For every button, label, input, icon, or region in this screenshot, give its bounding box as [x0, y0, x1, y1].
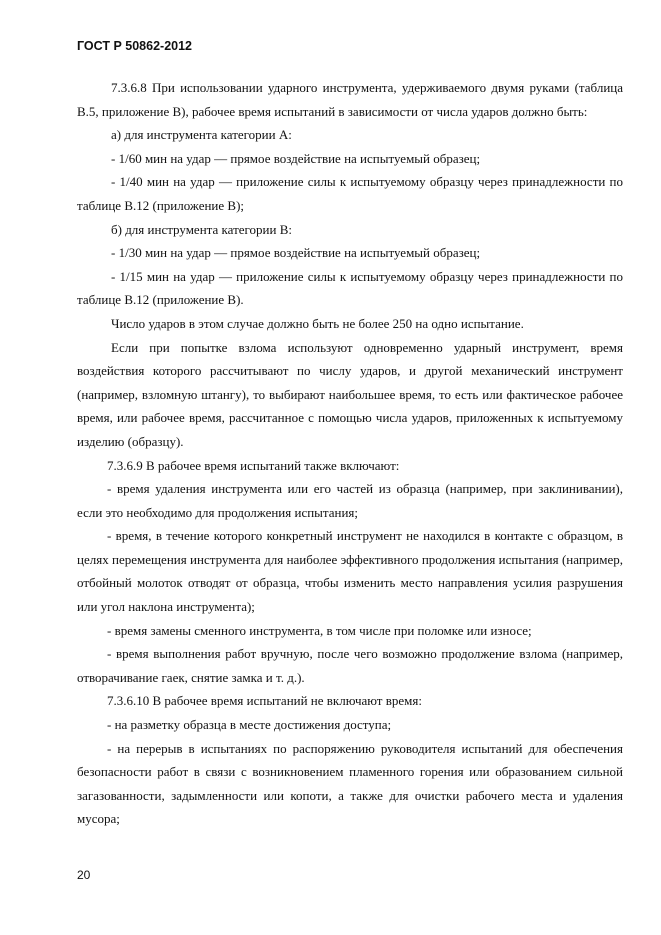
body-paragraph: - на разметку образца в месте достижения доступа;: [107, 717, 392, 733]
body-paragraph: - время удаления инструмента или его частей из образца (например, при заклинивании), если это необходимо для продолжения испытания;: [77, 481, 623, 520]
body-paragraph: 7.3.6.10 В рабочее время испытаний не включают время:: [107, 693, 422, 709]
body-paragraph: - время выполнения работ вручную, после чего возможно продолжение взлома (например, отворачивание гаек, снятие замка и т. д.).: [77, 646, 623, 685]
body-paragraph: - время, в течение которого конкретный инструмент не находился в контакте с образцом, в целях перемещения инструмента для наиболее эффективного продолжения испытания (например, отбойный молоток отводят от образца, чтобы изменить место направления усилия разрушения или угол наклона инструмента);: [77, 528, 623, 615]
body-paragraph: 7.3.6.8 При использовании ударного инструмента, удерживаемого двумя руками (таблица В.5, приложение В), рабочее время испытаний в зависимости от числа ударов должно быть:: [77, 80, 623, 119]
body-paragraph: - 1/30 мин на удар — прямое воздействие на испытуемый образец;: [111, 245, 481, 261]
body-paragraph: 7.3.6.9 В рабочее время испытаний также включают:: [107, 457, 400, 473]
body-paragraph: - 1/15 мин на удар — приложение силы к испытуемому образцу через принадлежности по таблице В.12 (приложение В).: [77, 268, 623, 308]
document-header: ГОСТ Р 50862-2012: [77, 39, 193, 53]
page-number: 20: [77, 868, 91, 882]
body-paragraph: б) для инструмента категории В:: [111, 221, 292, 237]
body-paragraph: Число ударов в этом случае должно быть не более 250 на одно испытание.: [111, 315, 524, 331]
body-paragraph: - на перерыв в испытаниях по распоряжению руководителя испытаний для обеспечения безопасности работ в связи с возникновением пламенного горения или образованием сильной загазованности, задымленности или копоти, а также для очистки рабочего места и удаления мусора;: [77, 740, 623, 827]
body-paragraph: - 1/60 мин на удар — прямое воздействие на испытуемый образец;: [111, 150, 481, 166]
body-paragraph: - 1/40 мин на удар — приложение силы к испытуемому образцу через принадлежности по таблице В.12 (приложение В);: [77, 174, 623, 213]
body-paragraph: а) для инструмента категории А:: [111, 127, 292, 143]
page-body: [77, 76, 623, 831]
body-paragraph: Если при попытке взлома используют одновременно ударный инструмент, время воздействия которого рассчитывают по числу ударов, и другой механический инструмент (например, взломную штангу), то выбирают наибольшее время, то есть или фактическое рабочее время, или рабочее время, рассчитанное с помощью числа ударов, приложенных к испытуемому изделию (образцу).: [77, 339, 623, 449]
body-paragraph: - время замены сменного инструмента, в том числе при поломке или износе;: [107, 622, 532, 638]
